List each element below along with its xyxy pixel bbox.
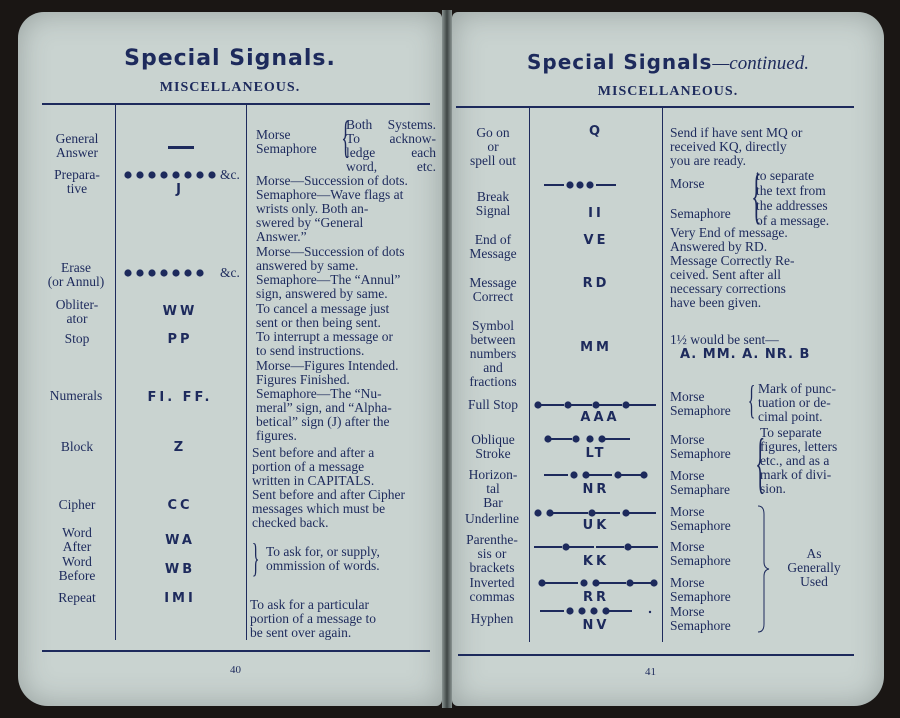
desc-symbol-signal: A. MM. A. NR. B — [680, 347, 811, 362]
morse-underline — [534, 508, 660, 518]
morse-full-stop — [534, 400, 660, 410]
signal-WB: WB — [164, 562, 196, 577]
desc-word: To ask for, or supply, ommission of words. — [266, 544, 380, 573]
morse-horizontal — [544, 470, 650, 480]
column-rule — [246, 104, 247, 640]
row-name-preparative: Prepara- tive — [54, 167, 100, 196]
morse-oblique — [544, 434, 640, 444]
desc-correct: Message Correctly Re- ceived. Sent after all necessary corrections have been given. — [670, 253, 795, 310]
footer-rule — [42, 650, 430, 652]
morse-hyphen — [540, 606, 656, 616]
row-name-parenthesis: Parenthe- sis or brackets — [466, 532, 518, 575]
row-name-symbol: Symbol between numbers and fractions — [469, 318, 517, 389]
row-name-block: Block — [60, 439, 94, 454]
desc-preparative: Morse—Succession of dots. Semaphore—Wave flags at wrists only. Both an- swered by “General Answer.” — [256, 173, 408, 244]
desc-obliterator: To cancel a message just sent or then being sent. — [256, 301, 390, 330]
signal-CC: CC — [167, 498, 193, 513]
column-rule — [115, 104, 116, 640]
signal-UK: UK — [582, 518, 610, 533]
book-gutter — [442, 10, 452, 708]
page-number: 40 — [230, 664, 241, 676]
footer-rule — [458, 654, 854, 656]
row-name-correct: Message Correct — [469, 275, 517, 304]
brace: { — [747, 377, 756, 422]
signal-NV: NV — [582, 618, 610, 633]
desc-morse-semaphore: Morse Semaphore — [256, 127, 317, 156]
column-rule — [662, 108, 663, 642]
desc-underline-a: Morse Semaphore — [670, 504, 731, 533]
row-name-cipher: Cipher — [58, 497, 96, 512]
desc-generally-used: As Generally Used — [787, 546, 841, 589]
row-name-horizontal: Horizon- tal Bar — [468, 467, 518, 510]
signal-PP: PP — [167, 332, 193, 347]
etc-mark: &c. — [220, 265, 240, 280]
row-name-oblique: Oblique Stroke — [471, 432, 515, 461]
signal-IMI: IMI — [164, 591, 196, 606]
desc-break-b: to separate the text from the addresses of a message. — [756, 168, 830, 228]
desc-end: Very End of message. Answered by RD. — [670, 225, 788, 254]
row-name-underline: Underline — [465, 511, 519, 526]
brace: { — [755, 424, 766, 500]
desc-go-on: Send if have sent MQ or received KQ, directly you are ready. — [670, 125, 803, 168]
row-name-full-stop: Full Stop — [468, 397, 518, 412]
etc-mark: &c. — [220, 167, 240, 182]
desc-break-a: Morse Semaphore — [670, 176, 731, 221]
page-number: 41 — [645, 666, 656, 678]
morse-parenthesis — [534, 542, 660, 552]
column-rule — [529, 108, 530, 642]
signal-NR: NR — [582, 482, 610, 497]
desc-full-stop-b: Mark of punc- tuation or de- cimal point. — [758, 381, 836, 424]
desc-full-stop-a: Morse Semaphore — [670, 389, 731, 418]
header-rule — [456, 106, 854, 108]
signal-Z: Z — [173, 440, 187, 455]
signal-FI-FF: FI. FF. — [147, 390, 213, 405]
row-name-word-after: Word After — [62, 525, 92, 554]
row-name-hyphen: Hyphen — [470, 611, 514, 626]
signal-KK: KK — [582, 554, 610, 569]
signal-RR: RR — [582, 590, 610, 605]
row-name-go-on: Go on or spell out — [469, 125, 517, 168]
row-name-stop: Stop — [64, 331, 90, 346]
brace: } — [251, 535, 260, 580]
morse-dots — [124, 170, 220, 180]
signal-WW: WW — [162, 304, 198, 319]
row-name-obliterator: Obliter- ator — [55, 297, 99, 326]
desc-parenthesis-a: Morse Semaphore — [670, 539, 731, 568]
brace — [756, 504, 770, 634]
row-name-word-before: Word Before — [58, 554, 96, 583]
row-name-break: Break Signal — [475, 189, 511, 218]
signal-AAA: AAA — [580, 410, 620, 425]
desc-stop: To interrupt a message or to send instructions. — [256, 329, 394, 358]
page-title-wrap — [452, 50, 884, 75]
desc-block: Sent before and after a portion of a message written in CAPITALS. — [252, 445, 375, 488]
signal-Q: Q — [588, 124, 604, 139]
morse-dots — [124, 268, 220, 278]
page-title-continued: —continued. — [712, 53, 809, 74]
desc-symbol: 1½ would be sent— — [670, 332, 779, 347]
brace: { — [751, 163, 762, 229]
desc-numerals: Morse—Figures Intended. Figures Finished. Semaphore—The “Nu- meral” sign, and “Alpha- betical” sign (J) after the figures. — [256, 358, 399, 443]
signal-MM: MM — [580, 340, 612, 355]
brace: { — [341, 113, 350, 162]
desc-erase: Morse—Succession of dots answered by same. Semaphore—The “Annul” sign, answered by same. — [256, 244, 405, 301]
desc-cipher: Sent before and after Cipher messages which must be checked back. — [252, 487, 405, 530]
header-rule — [42, 103, 430, 105]
row-name-general-answer: General Answer — [55, 131, 99, 160]
desc-general-answer: Both Systems. To acknow- ledge each word, etc. — [346, 117, 436, 174]
desc-horizontal-a: Morse Semaphare — [670, 468, 730, 497]
desc-separate: To separate figures, letters etc., and as a mark of divi- sion. — [760, 425, 838, 496]
page-subtitle: MISCELLANEOUS. — [597, 84, 739, 99]
page-title: Special Signals — [527, 50, 713, 74]
row-name-inverted: Inverted commas — [469, 575, 515, 604]
desc-repeat: To ask for a particular portion of a message to be sent over again. — [250, 597, 376, 640]
row-name-numerals: Numerals — [49, 388, 103, 403]
page-title: Special Signals. — [124, 46, 336, 71]
page-subtitle: MISCELLANEOUS. — [159, 80, 301, 95]
morse-dash — [168, 146, 196, 150]
morse-break — [544, 180, 616, 190]
signal-II: II — [588, 206, 604, 221]
signal-J: J — [176, 182, 184, 197]
desc-hyphen-a: Morse Semaphore — [670, 604, 731, 633]
row-name-erase: Erase (or Annul) — [47, 260, 105, 289]
desc-oblique-a: Morse Semaphore — [670, 432, 731, 461]
signal-WA: WA — [165, 533, 195, 548]
signal-RD: RD — [582, 276, 610, 291]
morse-inverted — [538, 578, 658, 588]
desc-inverted-a: Morse Semaphore — [670, 575, 731, 604]
row-name-repeat: Repeat — [58, 590, 96, 605]
signal-LT: LT — [585, 446, 607, 461]
row-name-end: End of Message — [469, 232, 517, 261]
signal-VE: VE — [583, 233, 609, 248]
